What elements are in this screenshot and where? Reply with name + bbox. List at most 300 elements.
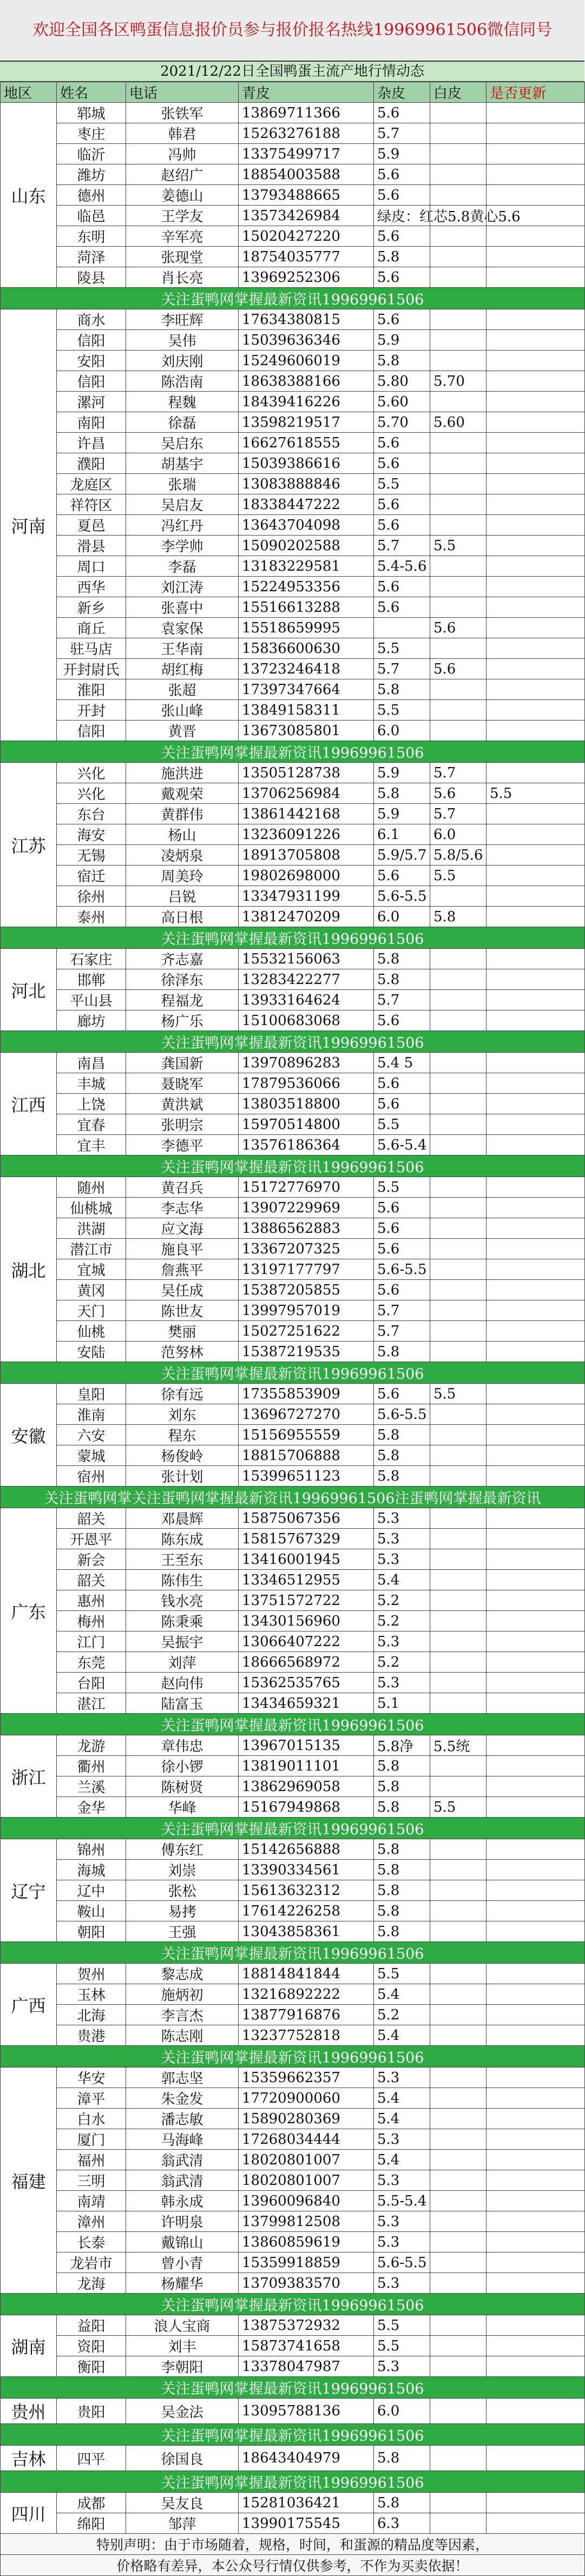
cell-white: [487, 577, 585, 597]
cell-white: [487, 1508, 585, 1529]
cell-name: 刘崇: [126, 1860, 239, 1880]
cell-green: 5.6: [374, 1218, 430, 1239]
cell-phone: 13967015135: [239, 1735, 374, 1756]
cell-white: [487, 247, 585, 267]
cell-name: 张松: [126, 1880, 239, 1901]
cell-mixed: [430, 1094, 487, 1114]
cell-white: [487, 123, 585, 144]
table-row: [1, 2005, 585, 2025]
cell-white: [487, 1280, 585, 1300]
table-row: [1, 1964, 585, 1984]
cell-white: [487, 1693, 585, 1714]
cell-city: 黄冈: [57, 1280, 126, 1300]
cell-name: 张计划: [126, 1466, 239, 1487]
cell-mixed: 5.7: [430, 763, 487, 783]
cell-city: 南靖: [57, 2191, 126, 2211]
cell-white: [487, 1425, 585, 1445]
cell-white: [487, 2088, 585, 2109]
table-row: [1, 2150, 585, 2170]
cell-phone: 15039636346: [239, 330, 374, 351]
cell-mixed: 6.0: [430, 824, 487, 845]
promo-banner: 关注蛋鸭网掌握最新资讯19969961506: [1, 1155, 585, 1177]
header-name: 姓名: [57, 82, 126, 103]
cell-name: 王学友: [126, 206, 239, 226]
cell-green: 5.4: [374, 2150, 430, 2170]
cell-city: 资阳: [57, 2336, 126, 2356]
cell-phone: 13706256984: [239, 783, 374, 804]
cell-name: 杨广乐: [126, 1010, 239, 1031]
table-row: [1, 164, 585, 185]
table-row: [1, 2088, 585, 2109]
cell-city: 东明: [57, 226, 126, 247]
table-row: [1, 1590, 585, 1611]
cell-name: 黄召兵: [126, 1177, 239, 1198]
cell-city: 宜丰: [57, 1135, 126, 1155]
cell-mixed: [430, 1693, 487, 1714]
promo-banner-row: [1, 2046, 585, 2068]
cell-phone: 18754035777: [239, 247, 374, 267]
cell-name: 施良平: [126, 1239, 239, 1259]
cell-city: 四平: [57, 2446, 126, 2471]
table-row: [1, 949, 585, 969]
promo-banner: 关注蛋鸭网掌握最新资讯19969961506: [1, 2471, 585, 2493]
cell-mixed: [430, 453, 487, 474]
cell-city: 西华: [57, 577, 126, 597]
cell-white: [487, 1611, 585, 1632]
cell-name: 翁武清: [126, 2170, 239, 2191]
cell-mixed: [430, 2025, 487, 2046]
cell-name: 冯帅: [126, 144, 239, 164]
cell-name: 胡红梅: [126, 659, 239, 679]
promo-banner-row: [1, 1714, 585, 1735]
cell-name: 周美玲: [126, 866, 239, 886]
cell-white: [487, 1198, 585, 1218]
table-row: [1, 2232, 585, 2253]
cell-city: 商丘: [57, 618, 126, 638]
cell-white: [487, 1466, 585, 1487]
promo-banner-row: [1, 1155, 585, 1177]
cell-green: [374, 618, 430, 638]
cell-white: [487, 185, 585, 206]
cell-phone: 13375499717: [239, 144, 374, 164]
cell-city: 锦州: [57, 1839, 126, 1860]
promo-banner: 关注蛋鸭网掌握最新资讯19969961506: [1, 2046, 585, 2068]
cell-green: 5.4: [374, 1570, 430, 1590]
table-row: [1, 700, 585, 721]
cell-phone: 15362535765: [239, 1673, 374, 1693]
province-label: 吉林: [1, 2446, 57, 2471]
cell-city: 宿州: [57, 1466, 126, 1487]
cell-phone: 18338447222: [239, 494, 374, 515]
cell-green: 5.4: [374, 2025, 430, 2046]
cell-mixed: [430, 2088, 487, 2109]
cell-city: 信阳: [57, 721, 126, 741]
cell-green: 5.8: [374, 1425, 430, 1445]
cell-green: 5.5-5.4: [374, 2191, 430, 2211]
cell-name: 曾小青: [126, 2253, 239, 2273]
cell-green: 5.5: [374, 474, 430, 494]
cell-city: 台阳: [57, 1673, 126, 1693]
cell-city: 华安: [57, 2068, 126, 2088]
cell-white: [487, 515, 585, 536]
cell-mixed: [430, 1611, 487, 1632]
cell-green: 5.4: [374, 2109, 430, 2129]
cell-name: 浪人宝商: [126, 2315, 239, 2336]
cell-name: 徐泽东: [126, 969, 239, 990]
cell-name: 杨山: [126, 824, 239, 845]
cell-name: 冯红丹: [126, 515, 239, 536]
cell-green: 5.3: [374, 1632, 430, 1652]
cell-phone: 15399651123: [239, 1466, 374, 1487]
cell-city: 菏泽: [57, 247, 126, 267]
province-label: 浙江: [1, 1735, 57, 1818]
cell-city: 益阳: [57, 2315, 126, 2336]
cell-phone: 15167949868: [239, 1797, 374, 1818]
cell-white: [487, 1135, 585, 1155]
cell-city: 临沂: [57, 144, 126, 164]
cell-city: 衡阳: [57, 2356, 126, 2377]
cell-name: 赵绍广: [126, 164, 239, 185]
cell-name: 徐磊: [126, 412, 239, 433]
cell-white: [487, 659, 585, 679]
cell-green: 5.8: [374, 783, 430, 804]
cell-name: 韩永成: [126, 2191, 239, 2211]
cell-city: 信阳: [57, 330, 126, 351]
table-row: [1, 1114, 585, 1135]
cell-white: [487, 618, 585, 638]
header-mixed-shell: 杂皮: [374, 82, 430, 103]
cell-white: [487, 990, 585, 1010]
promo-banner: 关注蛋鸭网掌握最新资讯19969961506: [1, 1818, 585, 1839]
cell-white: [487, 886, 585, 907]
disclaimer-row: [1, 2534, 585, 2555]
cell-name: 张明宗: [126, 1114, 239, 1135]
cell-white: [487, 371, 585, 392]
cell-mixed: [430, 185, 487, 206]
cell-name: 高日根: [126, 907, 239, 927]
cell-green: 5.6: [374, 1198, 430, 1218]
cell-mixed: 5.70: [430, 371, 487, 392]
cell-name: 钱水亮: [126, 1590, 239, 1611]
cell-white: [487, 1218, 585, 1239]
cell-phone: 13869711366: [239, 103, 374, 123]
cell-white: [487, 1797, 585, 1818]
province-label: 广东: [1, 1508, 57, 1714]
table-row: [1, 1529, 585, 1549]
promo-banner: 关注蛋鸭网掌握最新资讯19969961506: [1, 741, 585, 763]
cell-city: 郓城: [57, 103, 126, 123]
cell-name: 李学帅: [126, 536, 239, 556]
disclaimer-row: [1, 2555, 585, 2576]
table-row: [1, 2493, 585, 2513]
cell-white: [487, 2211, 585, 2232]
cell-mixed: [430, 2232, 487, 2253]
cell-name: 凌炳泉: [126, 845, 239, 866]
cell-green: 5.7: [374, 536, 430, 556]
cell-phone: 13416001945: [239, 1549, 374, 1570]
cell-green: 5.6: [374, 494, 430, 515]
cell-white: [487, 949, 585, 969]
cell-green: 5.3: [374, 2232, 430, 2253]
cell-green: 5.60: [374, 392, 430, 412]
cell-name: 杨俊岭: [126, 1445, 239, 1466]
table-row: [1, 2109, 585, 2129]
cell-green: 5.6: [374, 515, 430, 536]
cell-green: 5.6: [374, 164, 430, 185]
cell-name: 杨耀华: [126, 2273, 239, 2294]
cell-white: [487, 804, 585, 824]
cell-city: 安阳: [57, 351, 126, 371]
cell-phone: 15039386616: [239, 453, 374, 474]
cell-phone: 13183229581: [239, 556, 374, 577]
cell-green: 5.6: [374, 1010, 430, 1031]
cell-phone: 13793488665: [239, 185, 374, 206]
cell-green: 5.4: [374, 2088, 430, 2109]
cell-green: 5.8: [374, 1756, 430, 1776]
table-row: [1, 206, 585, 226]
cell-mixed: [430, 1239, 487, 1259]
cell-mixed: [430, 2150, 487, 2170]
cell-mixed: [430, 144, 487, 164]
cell-white: [487, 597, 585, 618]
promo-banner-row: [1, 288, 585, 309]
table-row: [1, 247, 585, 267]
cell-phone: 15815767329: [239, 1529, 374, 1549]
cell-city: 福州: [57, 2150, 126, 2170]
cell-green: 5.8: [374, 2493, 430, 2513]
cell-city: 湛江: [57, 1693, 126, 1714]
cell-city: 朝阳: [57, 1921, 126, 1942]
cell-city: 成都: [57, 2493, 126, 2513]
cell-phone: 13367207325: [239, 1239, 374, 1259]
cell-mixed: 5.5统: [430, 1735, 487, 1756]
cell-white: [487, 1094, 585, 1114]
cell-name: 黎志成: [126, 1964, 239, 1984]
table-row: [1, 371, 585, 392]
cell-white: [487, 1239, 585, 1259]
province-label: 河北: [1, 949, 57, 1031]
table-row: [1, 1984, 585, 2005]
cell-green: 5.2: [374, 1652, 430, 1673]
cell-phone: 13819011101: [239, 1756, 374, 1776]
cell-green: 5.9: [374, 330, 430, 351]
cell-city: 龙海: [57, 2273, 126, 2294]
cell-name: 张超: [126, 679, 239, 700]
cell-city: 衢州: [57, 1756, 126, 1776]
table-row: [1, 1466, 585, 1487]
cell-green: 5.3: [374, 2273, 430, 2294]
cell-phone: 18020801007: [239, 2170, 374, 2191]
promo-banner-row: [1, 1362, 585, 1384]
table-row: [1, 351, 585, 371]
cell-city: 梅州: [57, 1611, 126, 1632]
cell-city: 东台: [57, 804, 126, 824]
cell-city: 贺州: [57, 1964, 126, 1984]
cell-city: 宜城: [57, 1259, 126, 1280]
cell-city: 枣庄: [57, 123, 126, 144]
cell-city: 临邑: [57, 206, 126, 226]
cell-green: 5.5: [374, 1177, 430, 1198]
cell-white: [487, 2253, 585, 2273]
table-row: [1, 2170, 585, 2191]
table-row: [1, 597, 585, 618]
cell-mixed: [430, 2513, 487, 2534]
cell-name: 王至东: [126, 1549, 239, 1570]
table-row: [1, 577, 585, 597]
cell-mixed: [430, 990, 487, 1010]
cell-white: [487, 536, 585, 556]
cell-mixed: [430, 2191, 487, 2211]
cell-phone: 13434659321: [239, 1693, 374, 1714]
province-label: 福建: [1, 2068, 57, 2294]
cell-city: 开恩平: [57, 1529, 126, 1549]
cell-mixed: [430, 1860, 487, 1880]
cell-name: 辛军亮: [126, 226, 239, 247]
cell-name: 陈志刚: [126, 2025, 239, 2046]
cell-name: 李志华: [126, 1198, 239, 1218]
cell-phone: 13095788136: [239, 2399, 374, 2424]
cell-green: 5.80: [374, 371, 430, 392]
cell-green: 6.0: [374, 2399, 430, 2424]
cell-phone: 13877916876: [239, 2005, 374, 2025]
cell-name: 姜德山: [126, 185, 239, 206]
cell-mixed: [430, 1549, 487, 1570]
cell-phone: 15359662357: [239, 2068, 374, 2088]
cell-phone: 15249606019: [239, 351, 374, 371]
cell-white: [487, 1632, 585, 1652]
cell-phone: 15873741658: [239, 2336, 374, 2356]
cell-city: 韶关: [57, 1508, 126, 1529]
table-header-row: [1, 82, 585, 103]
cell-green: 5.6-5.5: [374, 1259, 430, 1280]
cell-white: [487, 721, 585, 741]
province-label: 山东: [1, 103, 57, 288]
cell-city: 许昌: [57, 433, 126, 453]
cell-phone: 13237752818: [239, 2025, 374, 2046]
cell-white: [487, 226, 585, 247]
cell-phone: 13709383570: [239, 2273, 374, 2294]
table-row: [1, 1570, 585, 1590]
cell-green: 5.6: [374, 226, 430, 247]
cell-name: 王华南: [126, 638, 239, 659]
cell-green: 5.7: [374, 123, 430, 144]
cell-green: 5.5: [374, 1114, 430, 1135]
cell-city: 夏邑: [57, 515, 126, 536]
cell-phone: 13969252306: [239, 267, 374, 288]
cell-white: [487, 1300, 585, 1321]
cell-name: 戴锦山: [126, 2232, 239, 2253]
cell-white: [487, 1652, 585, 1673]
cell-mixed: [430, 1529, 487, 1549]
cell-green: 5.6: [374, 453, 430, 474]
cell-phone: 15387219535: [239, 1342, 374, 1362]
cell-white: [487, 2005, 585, 2025]
cell-white: [487, 1053, 585, 1073]
table-row: [1, 515, 585, 536]
table-row: [1, 474, 585, 494]
cell-phone: 15532156063: [239, 949, 374, 969]
cell-mixed: [430, 474, 487, 494]
table-row: [1, 2129, 585, 2150]
table-row: [1, 1901, 585, 1921]
cell-phone: 13197177797: [239, 1259, 374, 1280]
table-row: [1, 1797, 585, 1818]
table-row: [1, 2446, 585, 2471]
cell-city: 洪湖: [57, 1218, 126, 1239]
table-row: [1, 226, 585, 247]
cell-city: 潍坊: [57, 164, 126, 185]
cell-mixed: [430, 721, 487, 741]
cell-green: 5.3: [374, 2129, 430, 2150]
cell-green: 5.7: [374, 990, 430, 1010]
table-row: [1, 969, 585, 990]
cell-mixed: [430, 597, 487, 618]
table-row: [1, 763, 585, 783]
cell-white: [487, 164, 585, 185]
cell-white: [487, 866, 585, 886]
cell-phone: 13875372932: [239, 2315, 374, 2336]
cell-name: 刘丰: [126, 2336, 239, 2356]
cell-city: 徐州: [57, 886, 126, 907]
cell-mixed: [430, 2273, 487, 2294]
cell-mixed: [430, 1053, 487, 1073]
cell-city: 邯郸: [57, 969, 126, 990]
cell-name: 程魏: [126, 392, 239, 412]
promo-banner: 关注蛋鸭网掌握最新资讯19969961506: [1, 2294, 585, 2315]
cell-mixed: [430, 433, 487, 453]
cell-phone: 18815706888: [239, 1445, 374, 1466]
cell-white: [487, 1590, 585, 1611]
cell-phone: 13960096840: [239, 2191, 374, 2211]
cell-city: 随州: [57, 1177, 126, 1198]
cell-white: [487, 2025, 585, 2046]
table-row: [1, 804, 585, 824]
cell-green: 5.8: [374, 679, 430, 700]
cell-white: [487, 412, 585, 433]
cell-green: 5.8: [374, 351, 430, 371]
table-row: [1, 433, 585, 453]
table-row: [1, 1239, 585, 1259]
cell-mixed: [430, 1921, 487, 1942]
header-phone: 电话: [126, 82, 239, 103]
cell-green: 5.6: [374, 1239, 430, 1259]
cell-name: 许明泉: [126, 2211, 239, 2232]
table-row: [1, 309, 585, 330]
cell-white: [487, 103, 585, 123]
table-row: [1, 721, 585, 741]
cell-mixed: [430, 1652, 487, 1673]
cell-phone: 18638388166: [239, 371, 374, 392]
cell-phone: 18814841844: [239, 1964, 374, 1984]
cell-name: 刘东: [126, 1404, 239, 1425]
cell-name: 潘志敏: [126, 2109, 239, 2129]
cell-white: [487, 969, 585, 990]
cell-green: 5.5: [374, 1964, 430, 1984]
cell-name: 龚国新: [126, 1053, 239, 1073]
table-row: [1, 659, 585, 679]
cell-mixed: [430, 330, 487, 351]
cell-name: 李磊: [126, 556, 239, 577]
cell-mixed: [430, 351, 487, 371]
cell-phone: 18666568972: [239, 1652, 374, 1673]
cell-green: 5.8: [374, 1860, 430, 1880]
cell-white: [487, 474, 585, 494]
cell-white: [487, 1984, 585, 2005]
cell-green: 5.6: [374, 185, 430, 206]
cell-white: [487, 1776, 585, 1797]
table-row: [1, 2068, 585, 2088]
cell-white: [487, 453, 585, 474]
